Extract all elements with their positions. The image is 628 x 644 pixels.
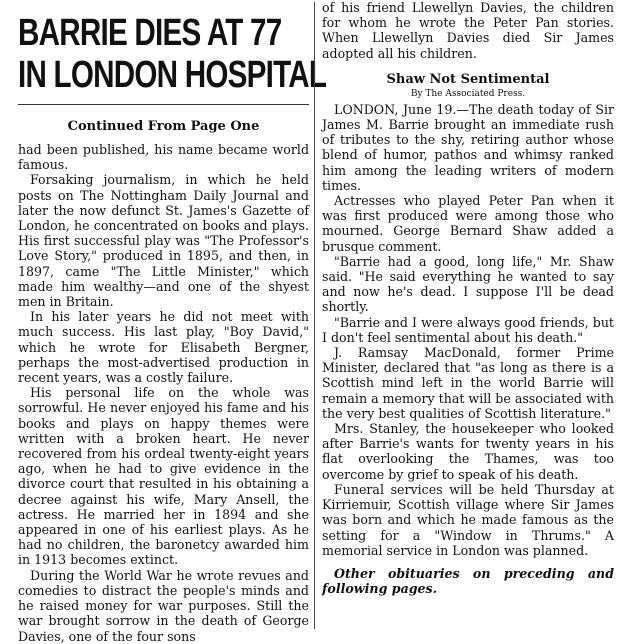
column-rule xyxy=(314,2,315,629)
paragraph: "Barrie and I were always good friends, but I don't feel sentimental about his death." xyxy=(322,314,614,345)
section-subhead: Shaw Not Sentimental xyxy=(386,71,550,87)
paragraph: His personal life on the whole was sorrowful. He never enjoyed his fame and his books and plays on happy themes were written with a broken heart. He never recovered from his ordeal twenty-eight years ago, when he had to give evidence in the divorce court that resulted in his obtaining a decree against his wife, Mary Ansell, the actress. He married her in 1894 and she appeared in one of his earliest plays. As he had no children, the baronetcy awarded him in 1913 becomes extinct. xyxy=(18,385,309,568)
left-article-body xyxy=(18,142,309,644)
continued-label: Continued From Page One xyxy=(67,119,260,134)
paragraph: "Barrie had a good, long life," Mr. Shaw said. "He said everything he wanted to say and now he's dead. I suppose I'll be dead shortly. xyxy=(322,253,614,315)
byline: By The Associated Press. xyxy=(410,88,526,99)
paragraph: Funeral services will be held Thursday at Kirriemuir, Scottish village where Sir James was born and which he made famous as the setting for a "Window in Thrums." A memorial service in London was planned. xyxy=(322,481,614,558)
paragraph: During the World War he wrote revues and comedies to distract the people's minds and he raised money for war purposes. Still the war brought sorrow in the death of George Davies, one of the four sons xyxy=(18,567,309,644)
headline-line-2: IN LONDON HOSPITAL xyxy=(18,54,327,96)
left-column xyxy=(18,0,327,644)
right-column xyxy=(322,0,614,596)
paragraph: In his later years he did not meet with much success. His last play, "Boy David," which he wrote for Elisabeth Bergner, perhaps the most-advertised production in recent years, was a costly failure. xyxy=(18,309,309,386)
paragraph: Forsaking journalism, in which he held posts on The Nottingham Daily Journal and later the now defunct St. James's Gazette of London, he concentrated on books and plays. His first successful play was "The Professor's Love Story," produced in 1895, and then, in 1897, came "The Little Minister," which made him wealthy—and one of the shyest men in Britain. xyxy=(18,172,309,310)
paragraph: had been published, his name became world famous. xyxy=(18,142,309,173)
right-article-body xyxy=(322,0,614,61)
paragraph: Actresses who played Peter Pan when it was first produced were among those who mourned. George Bernard Shaw added a brusque comment. xyxy=(322,193,614,254)
paragraph: J. Ramsay MacDonald, former Prime Minister, declared that "as long as there is a Scottish mind left in the world Barrie will remain a memory that will be associated with the very best qualities of Scottish literature." xyxy=(322,345,614,421)
right-article-body-2 xyxy=(322,102,614,597)
paragraph: LONDON, June 19.—The death today of Sir James M. Barrie brought an immediate rush of tributes to the shy, retiring author whose blend of humor, pathos and whimsy ranked him among the leading writers of modern times. xyxy=(322,101,614,193)
headline-line-1: BARRIE DIES AT 77 xyxy=(18,12,282,54)
paragraph: Mrs. Stanley, the housekeeper who looked after Barrie's wants for twenty years in his flat overlooking the Thames, was too overcome by grief to speak of his death. xyxy=(322,421,614,482)
headline xyxy=(18,12,327,96)
footnote: Other obituaries on preceding and following pages. xyxy=(322,565,614,597)
paragraph: of his friend Llewellyn Davies, the children for whom he wrote the Peter Pan stories. When Llewellyn Davies died Sir James adopted all his children. xyxy=(322,0,614,61)
headline-rule xyxy=(18,104,309,105)
